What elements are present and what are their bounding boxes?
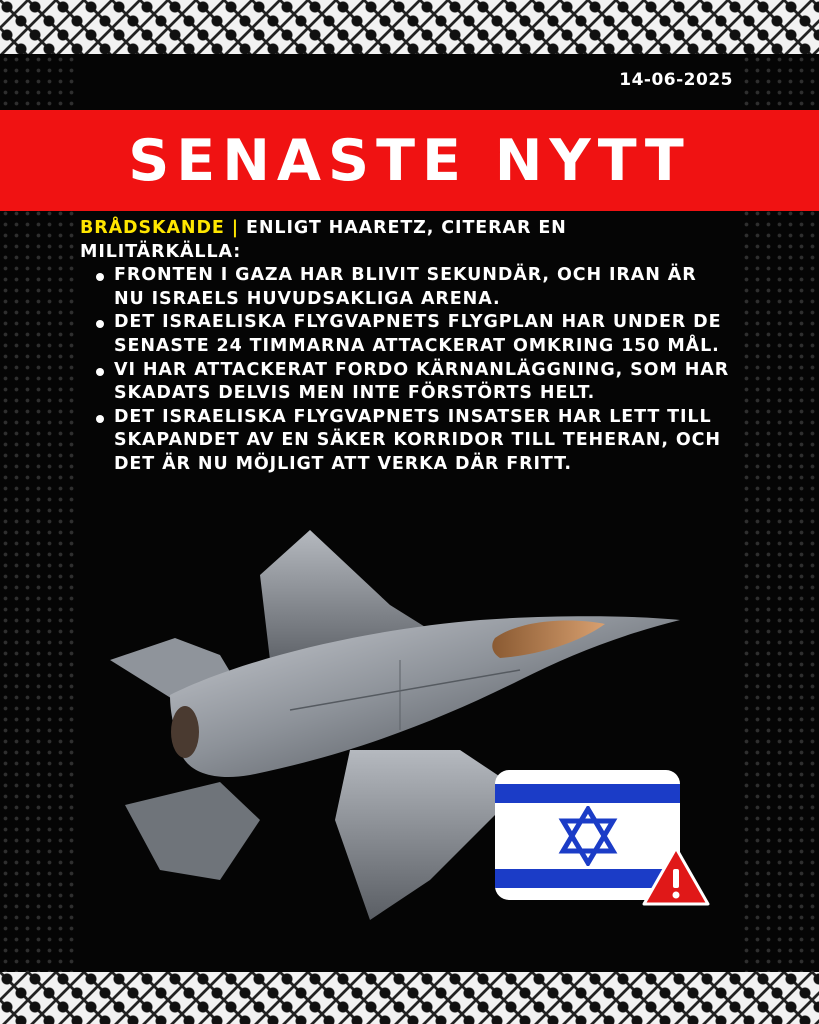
breaking-label: BRÅDSKANDE | — [80, 218, 240, 238]
warning-icon — [641, 845, 711, 907]
article-intro — [80, 217, 730, 264]
star-of-david-icon — [557, 806, 619, 866]
bullet-item: DET ISRAELISKA FLYGVAPNETS INSATSER HAR LETT TILL SKAPANDET AV EN SÄKER KORRIDOR TILL TEHERAN, OCH DET ÄR NU MÖJLIGT ATT VERKA DÄR FRITT. — [94, 406, 730, 477]
bullet-item: DET ISRAELISKA FLYGVAPNETS FLYGPLAN HAR UNDER DE SENASTE 24 TIMMARNA ATTACKERAT OMKRING 150 MÅL. — [94, 311, 730, 358]
headline-banner — [0, 110, 819, 211]
bullet-item: VI HAR ATTACKERAT FORDO KÄRNANLÄGGNING, SOM HAR SKADATS DELVIS MEN INTE FÖRSTÖRTS HELT. — [94, 359, 730, 406]
flag-stripe-top — [495, 784, 680, 803]
bullet-item: FRONTEN I GAZA HAR BLIVIT SEKUNDÄR, OCH IRAN ÄR NU ISRAELS HUVUDSAKLIGA ARENA. — [94, 264, 730, 311]
headline: SENASTE NYTT — [128, 127, 691, 194]
article-body — [80, 217, 730, 477]
bullet-list — [80, 264, 730, 476]
keffiyeh-pattern-bottom — [0, 972, 819, 1024]
keffiyeh-pattern-top — [0, 0, 819, 54]
intro-text: ENLIGT HAARETZ, CITERAR EN MILITÄRKÄLLA: — [80, 218, 567, 262]
date: 14-06-2025 — [619, 70, 733, 90]
